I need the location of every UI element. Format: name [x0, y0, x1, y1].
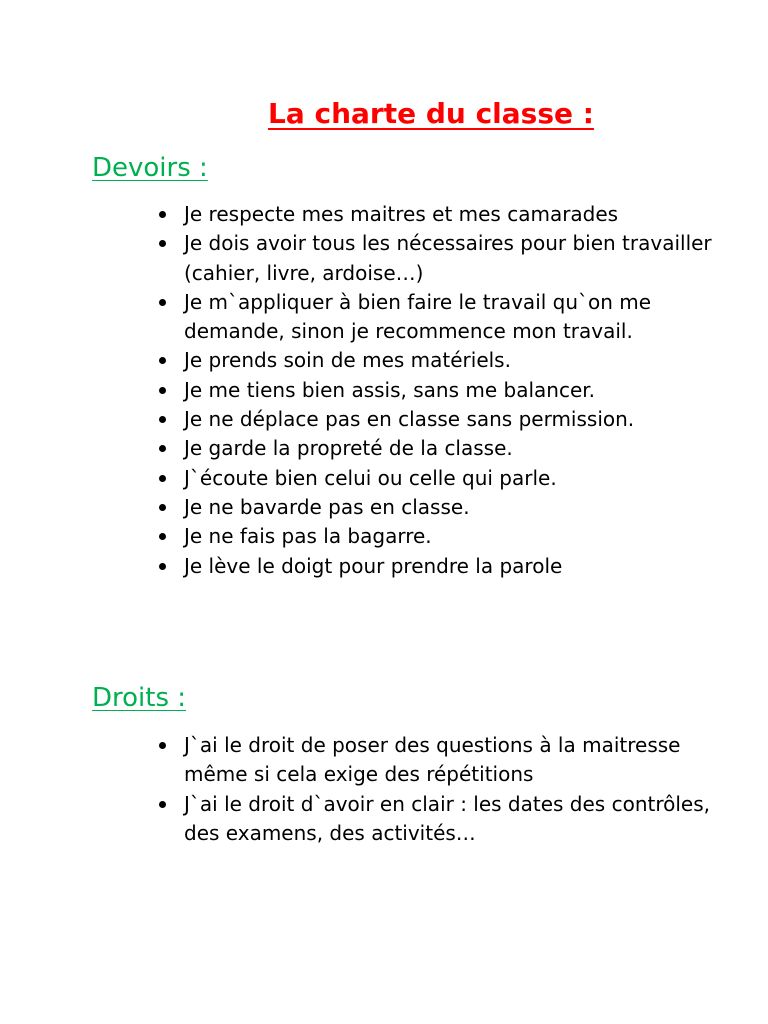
bullet-icon [159, 533, 166, 540]
list-item-text: Je ne déplace pas en classe sans permission. [184, 407, 635, 432]
list-item-text: Je me tiens bien assis, sans me balancer. [184, 377, 595, 402]
list-item-text: Je dois avoir tous les nécessaires pour bien travailler (cahier, livre, ardoise…) [184, 231, 712, 285]
list-item [184, 200, 744, 229]
bullet-icon [159, 357, 166, 364]
list-item-text: Je prends soin de mes matériels. [184, 348, 511, 373]
list-item [184, 731, 744, 790]
list-item [184, 464, 744, 493]
bullet-icon [159, 299, 166, 306]
list-item-text: J`écoute bien celui ou celle qui parle. [184, 465, 557, 490]
list-item-text: Je lève le doigt pour prendre la parole [184, 553, 563, 578]
bullet-icon [159, 742, 166, 749]
section-heading-devoirs: Devoirs : [92, 153, 208, 183]
list-item-text: Je ne bavarde pas en classe. [184, 494, 470, 519]
list-item-text: Je respecte mes maitres et mes camarades [184, 202, 619, 226]
list-item [184, 552, 744, 581]
list-item [184, 434, 744, 463]
bullet-icon [159, 475, 166, 482]
list-item [184, 346, 744, 375]
list-item [184, 288, 744, 347]
bullet-icon [159, 240, 166, 247]
list-item [184, 522, 744, 551]
list-item [184, 493, 744, 522]
list-item-text: J`ai le droit d`avoir en clair : les dates des contrôles, des examens, des activités… [184, 791, 710, 845]
list-item-text: J`ai le droit de poser des questions à la maitresse même si cela exige des répétitions [184, 733, 681, 787]
list-item [184, 229, 744, 288]
bullet-icon [159, 801, 166, 808]
page-title: La charte du classe : [268, 97, 594, 130]
list-item-text: Je ne fais pas la bagarre. [184, 524, 432, 549]
list-item [184, 376, 744, 405]
bullet-icon [159, 504, 166, 511]
list-item-text: Je garde la propreté de la classe. [184, 436, 513, 461]
list-item [184, 405, 744, 434]
droits-list [148, 731, 744, 848]
list-item-text: Je m`appliquer à bien faire le travail qu`on me demande, sinon je recommence mon travail. [184, 289, 652, 344]
devoirs-list [148, 200, 744, 581]
section-heading-droits: Droits : [92, 683, 187, 713]
bullet-icon [159, 416, 166, 423]
bullet-icon [159, 563, 166, 570]
bullet-icon [159, 445, 166, 452]
list-item [184, 790, 744, 849]
bullet-icon [159, 211, 166, 218]
bullet-icon [159, 387, 166, 394]
